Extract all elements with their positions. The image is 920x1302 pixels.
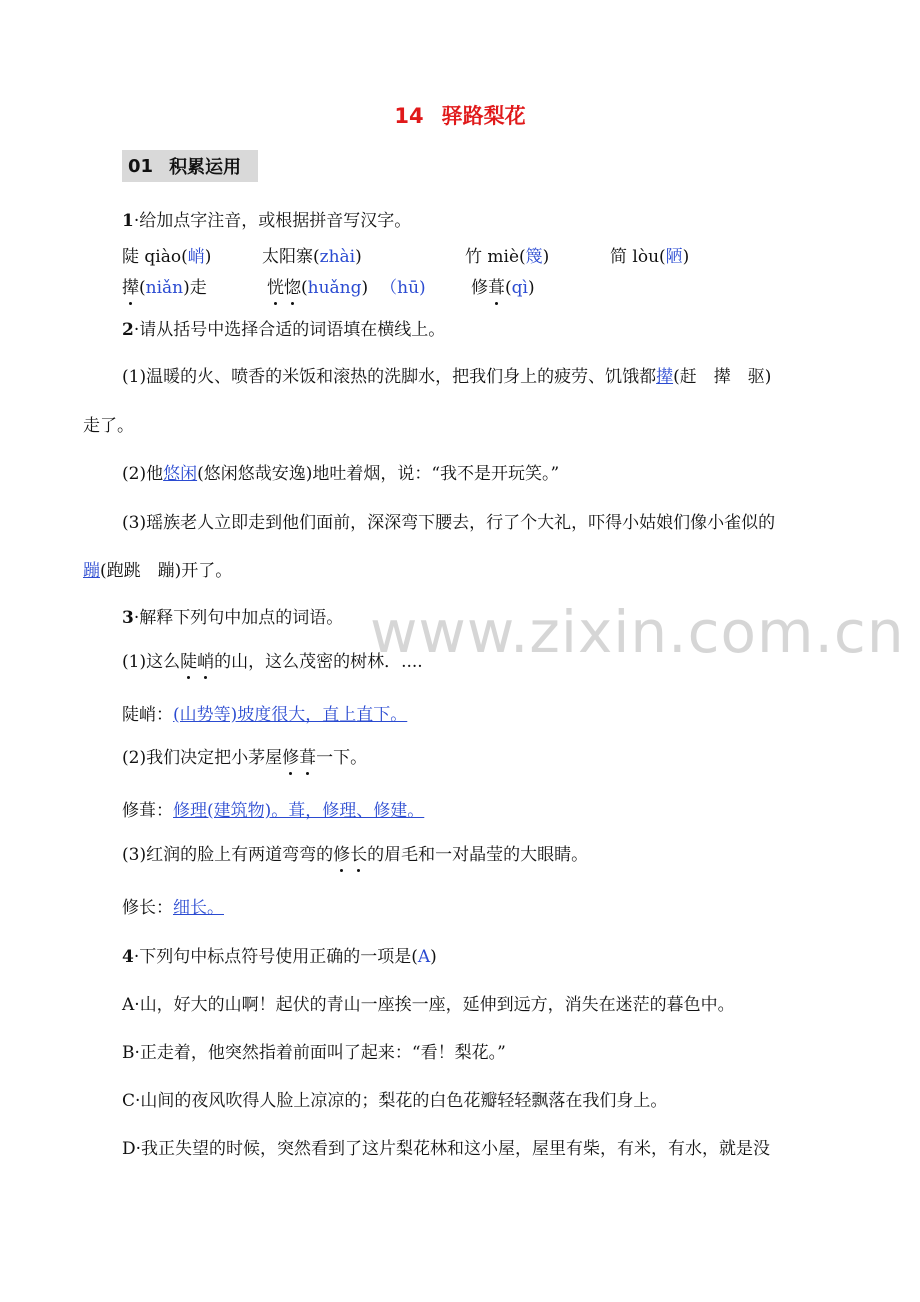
answer: A <box>417 947 431 967</box>
q4-option-b: B·正走着，他突然指着前面叫了起来：“看！梨花。” <box>122 1043 506 1063</box>
q1-text: 给加点字注音，或根据拼音写汉字。 <box>139 211 412 231</box>
dotted-char: 葺 <box>299 743 316 768</box>
q3-sentence-3: (3)红润的脸上有两道弯弯的修长的眉毛和一对晶莹的大眼睛。 <box>122 840 588 865</box>
dotted-char: 惚 <box>284 273 301 298</box>
q2-sentence-3-cont: 蹦(跑跳 蹦)开了。 <box>83 561 233 581</box>
watermark: www.zixin.com.cn <box>370 598 905 666</box>
dotted-char: 长 <box>350 840 367 865</box>
page-title <box>0 100 920 130</box>
dotted-char: 修 <box>333 840 350 865</box>
section-header <box>122 150 258 182</box>
q3-prompt: 3·解释下列句中加点的词语。 <box>122 608 344 628</box>
lesson-title: 驿路梨花 <box>441 104 526 128</box>
section-label: 积累运用 <box>169 157 242 178</box>
dotted-char: 陡 <box>180 647 197 672</box>
q4-option-c: C·山间的夜风吹得人脸上凉凉的；梨花的白色花瓣轻轻飘落在我们身上。 <box>122 1091 668 1111</box>
q3-text: 解释下列句中加点的词语。 <box>139 608 344 628</box>
answer: 蹦 <box>83 561 100 581</box>
lesson-number: 14 <box>394 104 424 128</box>
q4-text: 下列句中标点符号使用正确的一项是( <box>139 947 418 967</box>
section-number: 01 <box>128 155 154 177</box>
dotted-char: 撵 <box>122 273 139 298</box>
q3-answer-3: 修长：细长。 <box>122 898 224 918</box>
answer: 修理(建筑物)。葺，修理、修建。 <box>173 801 425 821</box>
q3-number: 3 <box>122 608 134 628</box>
dotted-char: 修 <box>282 743 299 768</box>
q2-number: 2 <box>122 320 134 340</box>
q1-item-7: 修葺(qì) <box>471 273 535 298</box>
q1-prompt: 1·给加点字注音，或根据拼音写汉字。 <box>122 211 412 231</box>
q3-sentence-2: (2)我们决定把小茅屋修葺一下。 <box>122 743 367 768</box>
answer: 撵 <box>656 367 674 387</box>
q3-answer-1: 陡峭：(山势等)坡度很大，直上直下。 <box>122 705 408 725</box>
q2-sentence-2: (2)他悠闲(悠闲悠哉安逸)地吐着烟，说：“我不是开玩笑。” <box>122 464 560 484</box>
q2-sentence-3: (3)瑶族老人立即走到他们面前，深深弯下腰去，行了个大礼，吓得小姑娘们像小雀似的 <box>122 513 776 533</box>
dotted-char: 恍 <box>267 273 284 298</box>
q2-prompt: 2·请从括号中选择合适的词语填在横线上。 <box>122 320 446 340</box>
q4-number: 4 <box>122 947 134 967</box>
q1-item-3: 竹 miè(篾) <box>465 247 550 267</box>
answer: huǎng <box>307 278 362 298</box>
dotted-char: 葺 <box>488 273 505 298</box>
answer: （hū) <box>380 278 426 298</box>
q4-prompt: 4·下列句中标点符号使用正确的一项是(A) <box>122 947 437 967</box>
q3-answer-2: 修葺：修理(建筑物)。葺，修理、修建。 <box>122 801 425 821</box>
q1-item-1: 陡 qiào(峭) <box>122 247 212 267</box>
q3-sentence-1: (1)这么陡峭的山，这么茂密的树林．.... <box>122 647 423 672</box>
q2-text: 请从括号中选择合适的词语填在横线上。 <box>139 320 446 340</box>
q4-option-a: A·山，好大的山啊！起伏的青山一座挨一座，延伸到远方，消失在迷茫的暮色中。 <box>122 995 735 1015</box>
answer: (山势等)坡度很大，直上直下。 <box>173 705 408 725</box>
q1-item-6: 恍惚(huǎng) （hū) <box>267 273 426 298</box>
dotted-char: 峭 <box>197 647 214 672</box>
answer: 篾 <box>525 247 543 267</box>
answer: 悠闲 <box>163 464 198 484</box>
q2-sentence-1-cont: 走了。 <box>83 416 134 436</box>
answer: 峭 <box>187 247 205 267</box>
q2-sentence-1: (1)温暖的火、喷香的米饭和滚热的洗脚水，把我们身上的疲劳、饥饿都撵(赶 撵 驱) <box>122 367 772 387</box>
q4-option-d: D·我正失望的时候，突然看到了这片梨花林和这小屋，屋里有柴，有米，有水，就是没 <box>122 1139 771 1159</box>
q1-item-5: 撵(niǎn)走 <box>122 273 207 298</box>
q1-number: 1 <box>122 211 134 231</box>
answer: zhài <box>319 247 356 267</box>
q1-item-2: 太阳寨(zhài) <box>262 247 362 267</box>
answer: qì <box>511 278 528 298</box>
answer: 陋 <box>665 247 683 267</box>
answer: 细长。 <box>173 898 224 918</box>
answer: niǎn <box>145 278 184 298</box>
q1-item-4: 简 lòu(陋) <box>610 247 690 267</box>
